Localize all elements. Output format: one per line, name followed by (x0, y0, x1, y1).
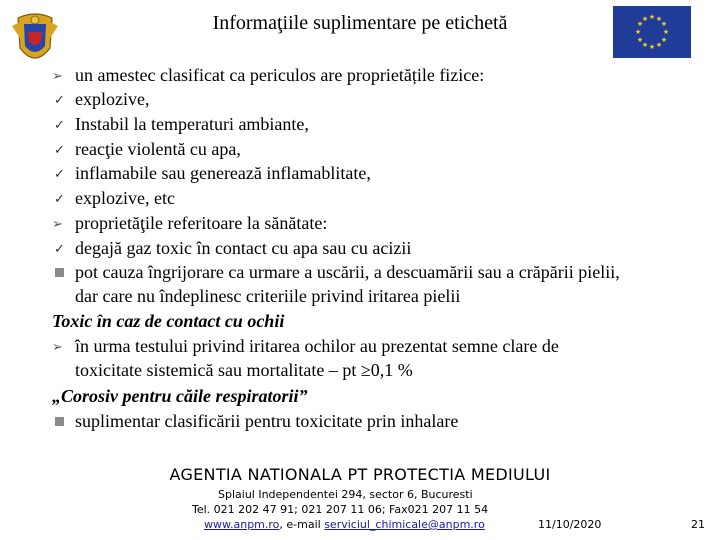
svg-text:★: ★ (648, 13, 656, 21)
footer-agency: AGENTIA NATIONALA PT PROTECTIA MEDIULUI (169, 465, 551, 484)
svg-text:★: ★ (636, 20, 644, 28)
list-item: degajă gaz toxic în contact cu apa sau cu acizii (75, 238, 412, 258)
footer-date: 11/10/2020 (538, 518, 602, 531)
list-item: inflamabile sau generează inflamablitate, (75, 163, 371, 183)
svg-text:★: ★ (662, 28, 670, 36)
check-bullet-icon: ✓ (54, 143, 65, 158)
section-heading: „Corosiv pentru căile respiratorii” (52, 386, 308, 406)
arrow-bullet-icon: ➢ (52, 340, 63, 355)
list-item-continuation: dar care nu îndeplinesc criteriile privind iritarea pielii (75, 286, 461, 306)
arrow-bullet-icon: ➢ (52, 217, 63, 232)
check-bullet-icon: ✓ (54, 93, 65, 108)
website-link[interactable]: www.anpm.ro (204, 518, 280, 531)
square-bullet-icon (55, 268, 64, 277)
list-item: în urma testului privind iritarea ochilor au prezentat semne clare de (75, 336, 559, 356)
svg-text:★: ★ (636, 36, 644, 44)
page-number: 21 (691, 518, 705, 531)
svg-text:★: ★ (634, 28, 642, 36)
list-item: explozive, (75, 89, 150, 109)
footer-contact (204, 518, 485, 531)
svg-text:★: ★ (655, 41, 663, 49)
footer-phone: Tel. 021 202 47 91; 021 207 11 06; Fax021 207 11 54 (192, 503, 489, 516)
svg-text:★: ★ (660, 20, 668, 28)
list-item: suplimentar clasificării pentru toxicitate prin inhalare (75, 411, 459, 431)
svg-text:★: ★ (641, 15, 649, 23)
footer-address: Splaiul Independentei 294, sector 6, Bucuresti (218, 488, 473, 501)
arrow-bullet-icon: ➢ (52, 69, 63, 84)
list-item: Instabil la temperaturi ambiante, (75, 114, 309, 134)
check-bullet-icon: ✓ (54, 242, 65, 257)
square-bullet-icon (55, 417, 64, 426)
check-bullet-icon: ✓ (54, 192, 65, 207)
page-title: Informaţiile suplimentare pe etichetă (212, 12, 508, 34)
check-bullet-icon: ✓ (54, 118, 65, 133)
email-link[interactable]: serviciul_chimicale@anpm.ro (324, 518, 485, 531)
list-item: un amestec clasificat ca periculos are proprietățile fizice: (75, 65, 485, 85)
eu-flag-icon (613, 6, 691, 58)
section-heading: Toxic în caz de contact cu ochii (52, 311, 285, 331)
email-label: , e-mail (279, 518, 325, 531)
svg-text:★: ★ (641, 41, 649, 49)
svg-text:★: ★ (655, 15, 663, 23)
list-item: pot cauza îngrijorare ca urmare a uscării, a descuamării sau a crăpării pielii, (75, 262, 620, 282)
check-bullet-icon: ✓ (54, 167, 65, 182)
list-item: proprietăţile referitoare la sănătate: (75, 213, 328, 233)
svg-text:★: ★ (660, 36, 668, 44)
list-item-continuation: toxicitate sistemică sau mortalitate – pt ≥0,1 % (75, 360, 413, 380)
svg-text:★: ★ (648, 43, 656, 51)
list-item: reacţie violentă cu apa, (75, 139, 241, 159)
list-item: explozive, etc (75, 188, 175, 208)
